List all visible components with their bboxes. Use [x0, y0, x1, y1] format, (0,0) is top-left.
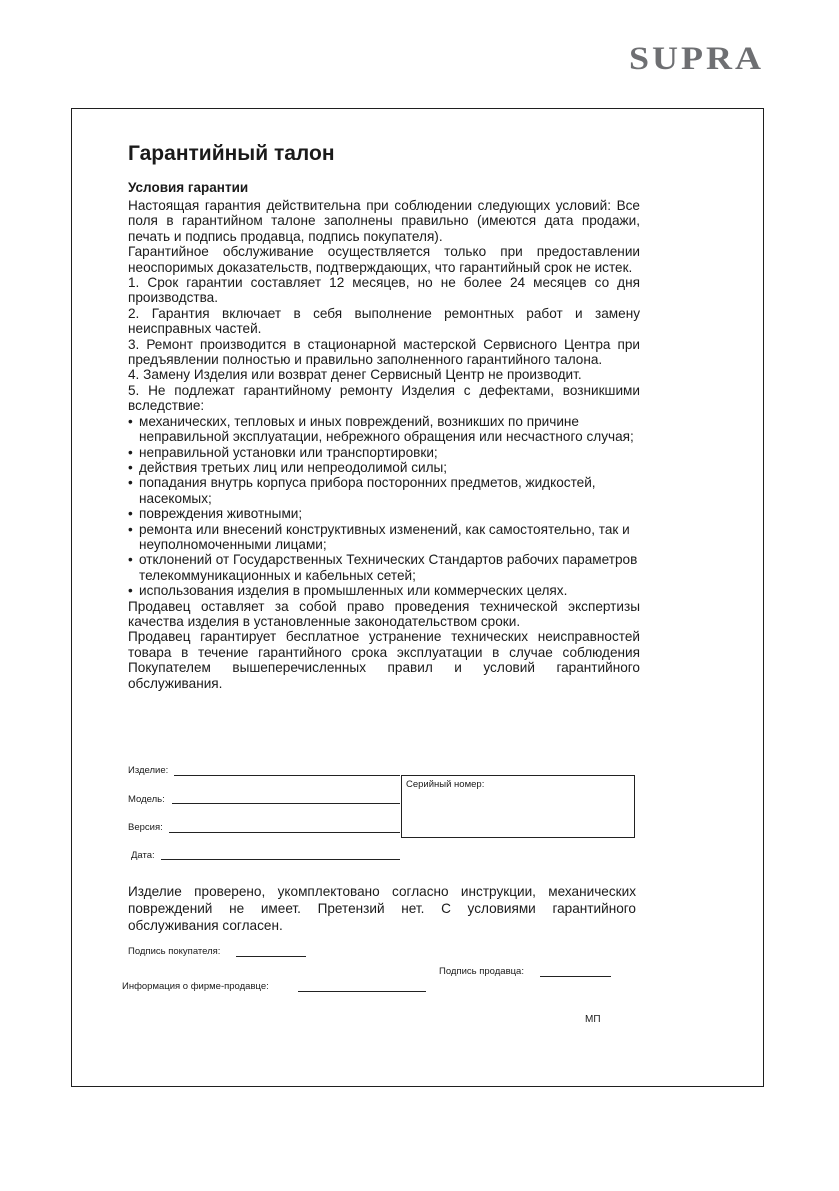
exclusion-bullet: • неправильной установки или транспортировки; — [128, 445, 640, 460]
condition-item: 3. Ремонт производится в стационарной мастерской Сервисного Центра при предъявлении полностью и правильно заполненного гарантийного талона. — [128, 336, 640, 368]
exclusion-bullet: • попадания внутрь корпуса прибора посторонних предметов, жидкостей, насекомых; — [128, 475, 640, 506]
conditions-intro: Настоящая гарантия действительна при соблюдении следующих условий: Все поля в гарантийном талоне заполнены правильно (имеются дата продажи, печать и подпись продавца, подпись покупателя). — [128, 198, 640, 244]
supra-logo: SUPRA — [628, 40, 764, 77]
date-field-line — [161, 859, 400, 860]
exclusion-bullet: • использования изделия в промышленных или коммерческих целях. — [128, 583, 640, 598]
warranty-conditions — [128, 198, 640, 691]
product-label: Изделие: — [128, 765, 169, 776]
model-field-line — [172, 803, 400, 804]
expertise-note: Продавец оставляет за собой право проведения технической экспертизы качества изделия в установленные законодательством сроки. — [128, 598, 640, 629]
exclusion-bullet: • повреждения животными; — [128, 506, 640, 521]
exclusion-bullet: • механических, тепловых и иных повреждений, возникших по причине неправильной эксплуатации, небрежного обращения или несчастного случая; — [128, 414, 640, 445]
product-field-line — [174, 775, 400, 776]
serial-number-box — [401, 775, 635, 838]
page-title: Гарантийный талон — [128, 142, 335, 165]
version-label: Версия: — [128, 822, 163, 833]
seller-signature-line — [540, 976, 611, 977]
service-note: Гарантийное обслуживание осуществляется только при предоставлении неоспоримых доказательств, подтверждающих, что гарантийный срок не истек. — [128, 244, 640, 275]
seller-info-label: Информация о фирме-продавце: — [122, 981, 269, 992]
date-label: Дата: — [131, 850, 155, 861]
exclusion-bullet: • действия третьих лиц или непреодолимой силы; — [128, 460, 640, 475]
exclusion-bullet: • отклонений от Государственных Технических Стандартов рабочих параметров телекоммуникационных и кабельных сетей; — [128, 552, 640, 583]
stamp-mark: МП — [585, 1014, 601, 1025]
section-title: Условия гарантии — [128, 180, 249, 195]
model-label: Модель: — [128, 794, 165, 805]
condition-item: 4. Замену Изделия или возврат денег Сервисный Центр не производит. — [128, 367, 582, 383]
buyer-statement: Изделие проверено, укомплектовано согласно инструкции, механических повреждений не имеет. Претензий нет. С условиями гарантийного обслуживания согласен. — [128, 884, 636, 933]
seller-info-line — [298, 991, 426, 992]
serial-number-label: Серийный номер: — [406, 779, 485, 790]
condition-item: 1. Срок гарантии составляет 12 месяцев, но не более 24 месяцев со дня производства. — [128, 275, 640, 306]
guarantee-note: Продавец гарантирует бесплатное устранение технических неисправностей товара в течение гарантийного срока эксплуатации в случае соблюдения Покупателем вышеперечисленных правил и условий гарантийного обслуживания. — [128, 629, 640, 691]
buyer-signature-line — [236, 956, 306, 957]
condition-item: 5. Не подлежат гарантийному ремонту Изделия с дефектами, возникшими вследствие: — [128, 382, 640, 414]
version-field-line — [169, 832, 400, 833]
buyer-signature-label: Подпись покупателя: — [128, 946, 221, 957]
exclusion-bullet: • ремонта или внесений конструктивных изменений, как самостоятельно, так и неуполномоченными лицами; — [128, 522, 640, 553]
seller-signature-label: Подпись продавца: — [439, 966, 524, 977]
condition-item: 2. Гарантия включает в себя выполнение ремонтных работ и замену неисправных частей. — [128, 305, 640, 337]
